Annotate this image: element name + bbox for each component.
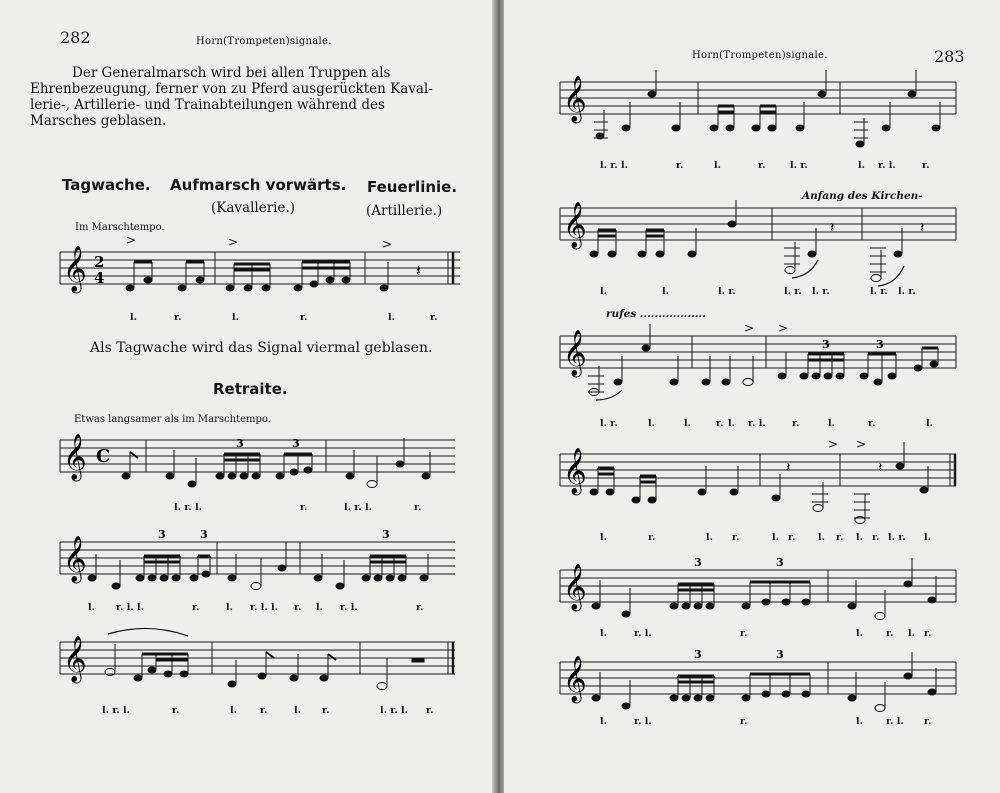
annotation-kirchenruf: Anfang des Kirchen-: [802, 190, 923, 202]
svg-text:>: >: [228, 235, 239, 249]
fingering-label: l.: [226, 602, 233, 613]
svg-text:3: 3: [236, 437, 244, 450]
fingering-label: l.: [294, 705, 301, 716]
fingering-label: r.: [260, 705, 268, 716]
svg-text:𝄞: 𝄞: [563, 564, 587, 610]
fingering-label: r.: [868, 418, 876, 429]
fingering-label: r.: [792, 418, 800, 429]
fingering-label: l.: [926, 418, 933, 429]
fingering-label: r.: [716, 418, 724, 429]
svg-text:𝄽: 𝄽: [920, 220, 925, 236]
fingering-label: l.: [856, 532, 863, 543]
fingering-label: r. l.: [748, 418, 766, 429]
svg-text:𝄞: 𝄞: [63, 246, 87, 292]
fingering-label: r.: [300, 502, 308, 513]
fingering-label: r.: [732, 532, 740, 543]
fingering-label: l.: [828, 418, 835, 429]
music-staff-right-2: [560, 196, 970, 286]
fingering-label: r.: [924, 716, 932, 727]
fingering-label: l. r.: [870, 286, 888, 297]
title-aufmarsch: Aufmarsch vorwärts.: [170, 176, 347, 194]
svg-text:>: >: [744, 321, 755, 335]
paragraph-line: lerie-, Artillerie- und Trainabteilungen während des: [30, 97, 385, 113]
title-feuerlinie: Feuerlinie.: [367, 178, 458, 196]
svg-text:𝄽: 𝄽: [786, 460, 791, 476]
title-retraite: Retraite.: [213, 380, 288, 398]
paragraph-line: Ehrenbezeugung, ferner von zu Pferd ausgerückten Kaval-: [30, 81, 433, 97]
fingering-label: l.: [648, 418, 655, 429]
svg-text:>: >: [828, 437, 839, 451]
fingering-label: r.: [172, 705, 180, 716]
fingering-label: r. l.: [340, 602, 358, 613]
fingering-label: r.: [740, 628, 748, 639]
fingering-label: l. r. l.: [344, 502, 372, 513]
fingering-label: r.: [740, 716, 748, 727]
fingering-label: l.: [908, 628, 915, 639]
fingering-label: r. l.: [634, 628, 652, 639]
fingering-label: r.: [430, 312, 438, 323]
title-tagwache: Tagwache.: [62, 176, 151, 194]
fingering-label: l.: [130, 312, 137, 323]
fingering-label: r.: [322, 705, 330, 716]
fingering-label: r.: [788, 532, 796, 543]
fingering-label: r.: [886, 628, 894, 639]
svg-text:𝄞: 𝄞: [563, 330, 587, 376]
fingering-label: l. r. l.: [600, 160, 628, 171]
fingering-label: l.: [600, 716, 607, 727]
svg-text:𝄞: 𝄞: [63, 536, 87, 582]
svg-text:>: >: [126, 233, 137, 247]
fingering-label: r.: [676, 160, 684, 171]
svg-text:3: 3: [776, 648, 784, 661]
fingering-label: l.: [772, 532, 779, 543]
fingering-label: l.: [230, 705, 237, 716]
fingering-label: r.: [924, 628, 932, 639]
left-page: [0, 0, 496, 793]
fingering-label: l. r.: [790, 160, 808, 171]
fingering-label: r.: [294, 602, 302, 613]
svg-text:𝄞: 𝄞: [63, 636, 87, 682]
fingering-label: r.: [192, 602, 200, 613]
svg-text:𝄞: 𝄞: [563, 656, 587, 702]
fingering-label: l. r. l.: [102, 705, 130, 716]
svg-text:3: 3: [876, 338, 884, 351]
music-staff-tagwache: [60, 232, 470, 302]
fingering-label: r. l. l.: [250, 602, 278, 613]
fingering-label: l.: [662, 286, 669, 297]
fingering-label: l.: [684, 418, 691, 429]
fingering-label: r.: [872, 532, 880, 543]
music-staff-right-5: [560, 550, 970, 635]
fingering-label: l.: [856, 628, 863, 639]
svg-text:𝄽: 𝄽: [830, 220, 835, 236]
fingering-label: l.: [600, 532, 607, 543]
svg-text:3: 3: [776, 556, 784, 569]
paragraph-line: Der Generalmarsch wird bei allen Truppen als: [72, 65, 391, 81]
svg-text:𝄞: 𝄞: [63, 434, 87, 480]
fingering-label: l. r. l.: [174, 502, 202, 513]
svg-text:>: >: [856, 437, 867, 451]
fingering-label: r.: [414, 502, 422, 513]
svg-text:>: >: [778, 321, 789, 335]
fingering-label: l.: [232, 312, 239, 323]
music-staff-retraite-1: [60, 430, 470, 500]
fingering-label: r.: [648, 532, 656, 543]
paragraph-line: Marsches geblasen.: [30, 113, 167, 129]
running-head-left: Horn(Trompeten)signale.: [196, 36, 332, 47]
running-head-right: Horn(Trompeten)signale.: [692, 50, 828, 61]
fingering-label: l.: [858, 160, 865, 171]
fingering-label: l. r. l.: [380, 705, 408, 716]
fingering-label: l.: [728, 418, 735, 429]
music-staff-right-4: [560, 436, 970, 531]
tagwache-note: Als Tagwache wird das Signal viermal geblasen.: [90, 340, 433, 356]
annotation-rufes: rufes ..................: [606, 308, 706, 320]
fingering-label: l.: [924, 532, 931, 543]
fingering-label: r.: [300, 312, 308, 323]
svg-text:𝄞: 𝄞: [563, 448, 587, 494]
svg-text:3: 3: [382, 528, 390, 541]
fingering-label: l.: [818, 532, 825, 543]
svg-text:3: 3: [200, 528, 208, 541]
music-staff-right-1: [560, 66, 970, 156]
music-staff-retraite-2: [60, 530, 470, 600]
fingering-label: l.: [856, 716, 863, 727]
subtitle-kavallerie: (Kavallerie.): [211, 200, 296, 216]
fingering-label: r.: [758, 160, 766, 171]
right-page: [504, 0, 1000, 793]
page-number-left: 282: [60, 28, 91, 47]
fingering-label: l. r.: [888, 532, 906, 543]
svg-text:2: 2: [94, 253, 105, 271]
fingering-label: r.: [922, 160, 930, 171]
fingering-label: l. r.: [718, 286, 736, 297]
fingering-label: r. l.: [886, 716, 904, 727]
fingering-label: r.: [426, 705, 434, 716]
music-staff-right-6: [560, 648, 970, 733]
music-staff-retraite-3: [60, 620, 470, 700]
fingering-label: l.: [714, 160, 721, 171]
fingering-label: l. r.: [812, 286, 830, 297]
svg-text:3: 3: [292, 437, 300, 450]
fingering-label: l.: [600, 628, 607, 639]
tempo-marschtempo: Im Marschtempo.: [75, 222, 165, 233]
fingering-label: l. r.: [898, 286, 916, 297]
fingering-label: r.: [174, 312, 182, 323]
fingering-label: l.: [316, 602, 323, 613]
fingering-label: r.: [836, 532, 844, 543]
paragraph-generalmarsch: [30, 65, 460, 129]
fingering-label: l.: [706, 532, 713, 543]
fingering-label: r. l. l.: [116, 602, 144, 613]
fingering-label: l.: [88, 602, 95, 613]
fingering-label: r. l.: [878, 160, 896, 171]
fingering-label: r. l.: [634, 716, 652, 727]
fingering-label: l.: [600, 286, 607, 297]
svg-text:>: >: [382, 237, 393, 251]
svg-text:𝄽: 𝄽: [416, 261, 421, 280]
subtitle-artillerie: (Artillerie.): [366, 203, 443, 219]
svg-text:𝄞: 𝄞: [563, 76, 587, 122]
svg-text:3: 3: [822, 338, 830, 351]
tempo-langsamer: Etwas langsamer als im Marschtempo.: [74, 414, 271, 425]
svg-text:3: 3: [694, 556, 702, 569]
svg-text:3: 3: [694, 648, 702, 661]
svg-text:C: C: [96, 446, 111, 467]
page-number-right: 283: [934, 47, 965, 66]
svg-text:𝄽: 𝄽: [878, 460, 883, 476]
fingering-label: l.: [388, 312, 395, 323]
fingering-label: l. r.: [784, 286, 802, 297]
svg-text:3: 3: [158, 528, 166, 541]
svg-text:4: 4: [94, 269, 105, 287]
music-staff-right-3: [560, 316, 970, 411]
fingering-label: r.: [416, 602, 424, 613]
svg-text:𝄞: 𝄞: [563, 202, 587, 248]
fingering-label: l. r.: [600, 418, 618, 429]
